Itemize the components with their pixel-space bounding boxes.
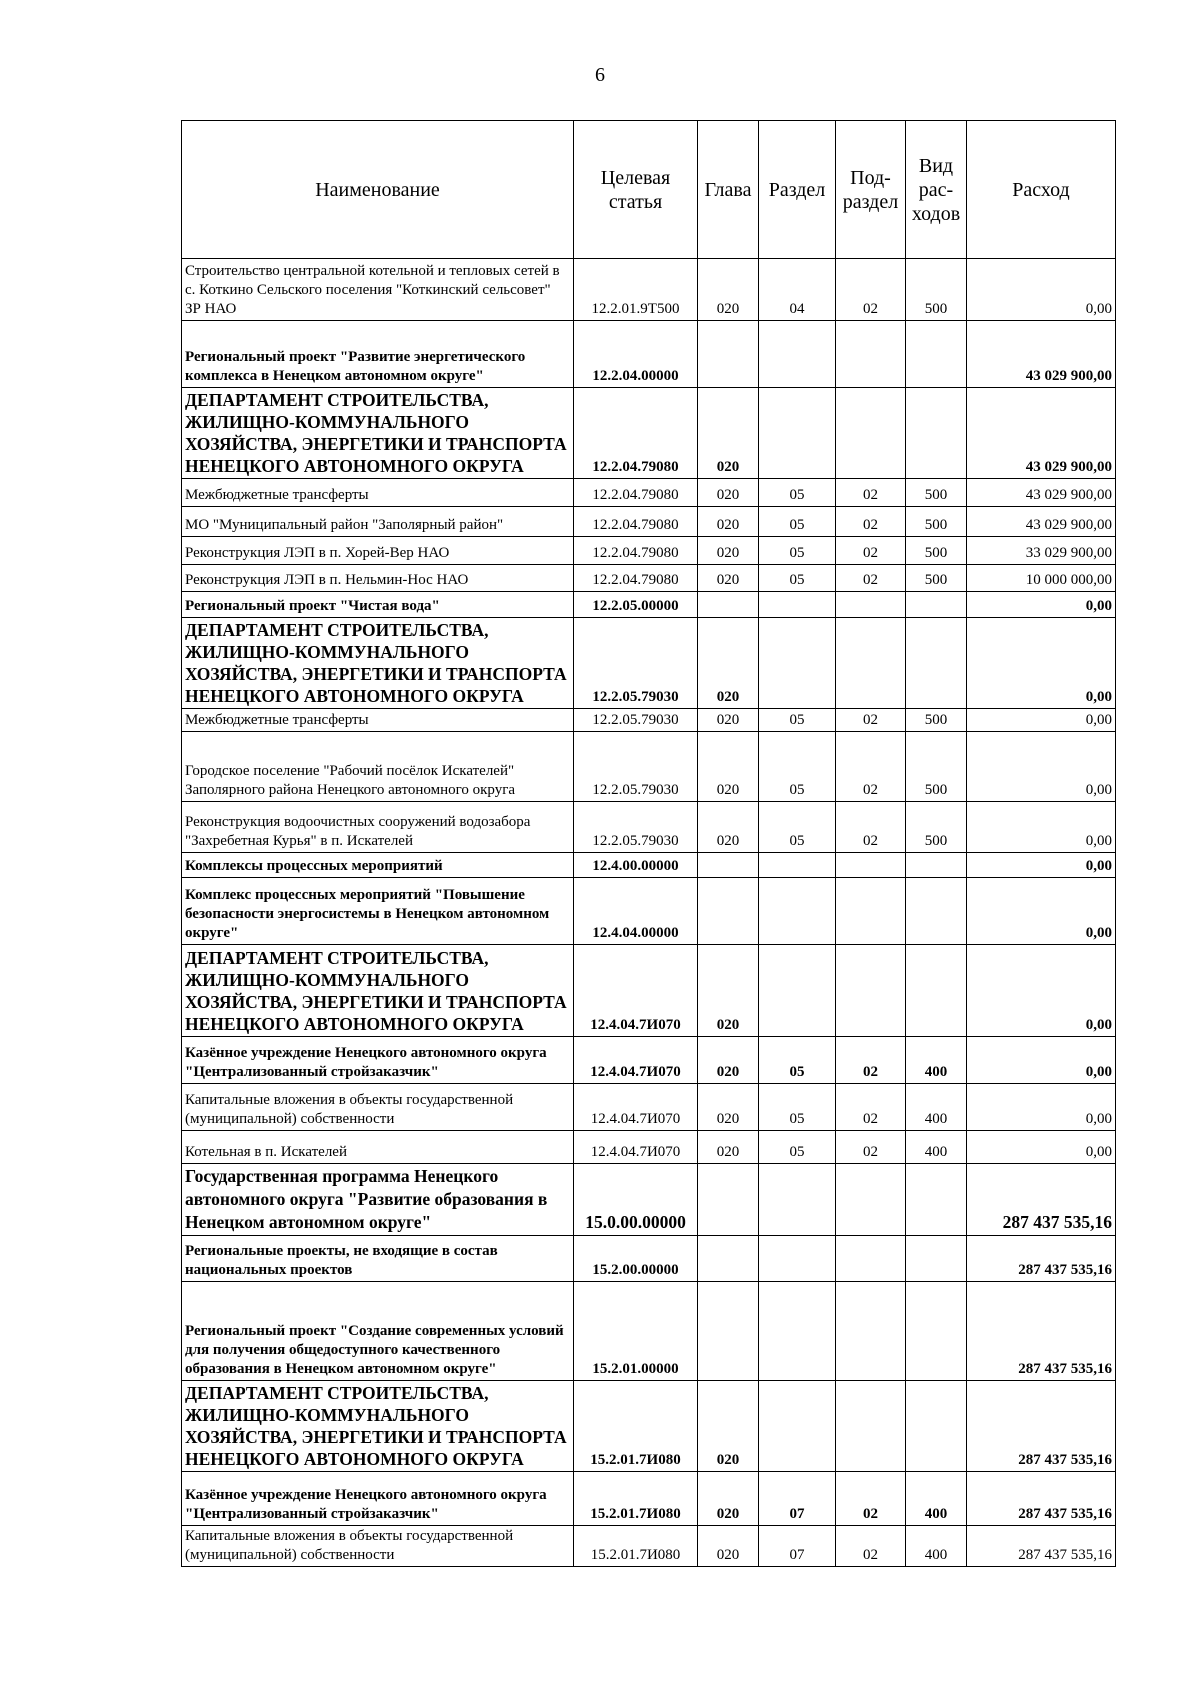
row-target: 12.2.04.79080: [574, 388, 698, 479]
row-name: ДЕПАРТАМЕНТ СТРОИТЕЛЬСТВА, ЖИЛИЩНО-КОММУНАЛЬНОГО ХОЗЯЙСТВА, ЭНЕРГЕТИКИ И ТРАНСПОРТА НЕНЕЦКОГО АВТОНОМНОГО ОКРУГА: [182, 1381, 574, 1472]
row-chapter: 020: [698, 479, 759, 507]
table-row: [182, 1084, 1116, 1131]
row-chapter: 020: [698, 802, 759, 853]
row-expense-type: 500: [906, 565, 967, 592]
table-row: [182, 388, 1116, 479]
row-amount: 0,00: [967, 802, 1116, 853]
row-name: Городское поселение "Рабочий посёлок Искателей" Заполярного района Ненецкого автономного округа: [182, 732, 574, 802]
page-number: 6: [595, 64, 605, 86]
row-amount: 0,00: [967, 878, 1116, 945]
row-chapter: 020: [698, 732, 759, 802]
row-section: [759, 1381, 836, 1472]
row-subsection: 02: [836, 1472, 906, 1526]
row-expense-type: 400: [906, 1037, 967, 1084]
row-name: Региональный проект "Развитие энергетического комплекса в Ненецком автономном округе": [182, 321, 574, 388]
row-section: [759, 321, 836, 388]
row-name: Комплекс процессных мероприятий "Повышение безопасности энергосистемы в Ненецком автономном округе": [182, 878, 574, 945]
table-row: [182, 732, 1116, 802]
row-expense-type: 400: [906, 1526, 967, 1567]
row-section: 07: [759, 1526, 836, 1567]
row-chapter: 020: [698, 1381, 759, 1472]
table-row: [182, 1526, 1116, 1567]
table-row: [182, 1164, 1116, 1236]
row-name: Казённое учреждение Ненецкого автономного округа "Централизованный стройзаказчик": [182, 1472, 574, 1526]
header-target: Целевая статья: [574, 121, 698, 259]
table-row: [182, 945, 1116, 1037]
table-row: [182, 618, 1116, 709]
row-subsection: 02: [836, 1037, 906, 1084]
row-subsection: 02: [836, 709, 906, 732]
row-amount: 287 437 535,16: [967, 1472, 1116, 1526]
row-target: 12.2.05.79030: [574, 802, 698, 853]
row-subsection: [836, 321, 906, 388]
row-section: 05: [759, 732, 836, 802]
row-section: 05: [759, 1084, 836, 1131]
row-amount: 43 029 900,00: [967, 479, 1116, 507]
row-target: 12.2.05.79030: [574, 709, 698, 732]
row-expense-type: [906, 618, 967, 709]
row-expense-type: [906, 592, 967, 618]
row-amount: 287 437 535,16: [967, 1381, 1116, 1472]
row-chapter: 020: [698, 259, 759, 321]
row-target: 12.2.05.79030: [574, 732, 698, 802]
row-expense-type: [906, 945, 967, 1037]
table-header-row: [182, 121, 1116, 259]
row-section: 05: [759, 1131, 836, 1164]
row-chapter: [698, 321, 759, 388]
table-row: [182, 1037, 1116, 1084]
row-target: 15.2.00.00000: [574, 1236, 698, 1282]
row-target: 12.4.04.7И070: [574, 1084, 698, 1131]
header-expense-type: Вид рас-ходов: [906, 121, 967, 259]
row-subsection: 02: [836, 479, 906, 507]
row-chapter: 020: [698, 1526, 759, 1567]
row-target: 15.0.00.00000: [574, 1164, 698, 1236]
row-expense-type: 400: [906, 1131, 967, 1164]
row-chapter: [698, 592, 759, 618]
row-subsection: [836, 618, 906, 709]
row-target: 12.2.01.9Т500: [574, 259, 698, 321]
row-amount: 43 029 900,00: [967, 507, 1116, 537]
row-target: 12.2.05.00000: [574, 592, 698, 618]
table-row: [182, 853, 1116, 878]
row-expense-type: 500: [906, 709, 967, 732]
table-row: [182, 802, 1116, 853]
row-expense-type: [906, 321, 967, 388]
table-row: [182, 321, 1116, 388]
row-subsection: 02: [836, 1526, 906, 1567]
row-expense-type: 400: [906, 1084, 967, 1131]
row-subsection: 02: [836, 259, 906, 321]
header-amount: Расход: [967, 121, 1116, 259]
row-expense-type: [906, 388, 967, 479]
row-subsection: [836, 878, 906, 945]
row-name: Строительство центральной котельной и тепловых сетей в с. Коткино Сельского поселения "Коткинский сельсовет" ЗР НАО: [182, 259, 574, 321]
table-row: [182, 1472, 1116, 1526]
row-target: 12.4.04.00000: [574, 878, 698, 945]
row-section: [759, 592, 836, 618]
row-amount: 0,00: [967, 853, 1116, 878]
row-section: 07: [759, 1472, 836, 1526]
row-amount: 287 437 535,16: [967, 1526, 1116, 1567]
row-expense-type: 500: [906, 259, 967, 321]
row-chapter: 020: [698, 537, 759, 565]
row-chapter: 020: [698, 945, 759, 1037]
row-name: Капитальные вложения в объекты государственной (муниципальной) собственности: [182, 1526, 574, 1567]
row-section: 05: [759, 479, 836, 507]
row-target: 12.2.04.79080: [574, 565, 698, 592]
row-name: ДЕПАРТАМЕНТ СТРОИТЕЛЬСТВА, ЖИЛИЩНО-КОММУНАЛЬНОГО ХОЗЯЙСТВА, ЭНЕРГЕТИКИ И ТРАНСПОРТА НЕНЕЦКОГО АВТОНОМНОГО ОКРУГА: [182, 945, 574, 1037]
row-subsection: [836, 945, 906, 1037]
table-row: [182, 565, 1116, 592]
row-name: Казённое учреждение Ненецкого автономного округа "Централизованный стройзаказчик": [182, 1037, 574, 1084]
row-chapter: [698, 1164, 759, 1236]
row-name: Комплексы процессных мероприятий: [182, 853, 574, 878]
header-subsection: Под-раздел: [836, 121, 906, 259]
row-chapter: 020: [698, 709, 759, 732]
table-row: [182, 1282, 1116, 1381]
table-row: [182, 878, 1116, 945]
table-row: [182, 592, 1116, 618]
table-row: [182, 507, 1116, 537]
row-chapter: [698, 878, 759, 945]
row-subsection: 02: [836, 537, 906, 565]
row-section: [759, 1282, 836, 1381]
row-amount: 0,00: [967, 709, 1116, 732]
row-section: [759, 388, 836, 479]
row-amount: 43 029 900,00: [967, 388, 1116, 479]
row-name: Государственная программа Ненецкого автономного округа "Развитие образования в Ненецком автономном округе": [182, 1164, 574, 1236]
row-name: ДЕПАРТАМЕНТ СТРОИТЕЛЬСТВА, ЖИЛИЩНО-КОММУНАЛЬНОГО ХОЗЯЙСТВА, ЭНЕРГЕТИКИ И ТРАНСПОРТА НЕНЕЦКОГО АВТОНОМНОГО ОКРУГА: [182, 388, 574, 479]
row-expense-type: [906, 1164, 967, 1236]
row-target: 15.2.01.7И080: [574, 1472, 698, 1526]
row-chapter: [698, 1236, 759, 1282]
row-section: [759, 1236, 836, 1282]
row-expense-type: 500: [906, 507, 967, 537]
row-expense-type: 500: [906, 537, 967, 565]
row-chapter: 020: [698, 1084, 759, 1131]
row-target: 15.2.01.7И080: [574, 1526, 698, 1567]
row-section: 05: [759, 1037, 836, 1084]
row-amount: 0,00: [967, 1037, 1116, 1084]
row-section: [759, 945, 836, 1037]
table-row: [182, 479, 1116, 507]
row-target: 12.4.00.00000: [574, 853, 698, 878]
row-section: [759, 1164, 836, 1236]
row-section: 05: [759, 507, 836, 537]
row-amount: 287 437 535,16: [967, 1282, 1116, 1381]
row-expense-type: [906, 1381, 967, 1472]
row-subsection: 02: [836, 507, 906, 537]
row-section: 05: [759, 537, 836, 565]
row-name: Реконструкция водоочистных сооружений водозабора "Захребетная Курья" в п. Искателей: [182, 802, 574, 853]
table-row: [182, 1236, 1116, 1282]
table-body: [182, 259, 1116, 1567]
row-expense-type: [906, 853, 967, 878]
row-section: [759, 618, 836, 709]
row-name: ДЕПАРТАМЕНТ СТРОИТЕЛЬСТВА, ЖИЛИЩНО-КОММУНАЛЬНОГО ХОЗЯЙСТВА, ЭНЕРГЕТИКИ И ТРАНСПОРТА НЕНЕЦКОГО АВТОНОМНОГО ОКРУГА: [182, 618, 574, 709]
row-subsection: [836, 388, 906, 479]
row-subsection: [836, 1282, 906, 1381]
row-subsection: [836, 1381, 906, 1472]
row-section: 05: [759, 802, 836, 853]
row-amount: 0,00: [967, 259, 1116, 321]
row-expense-type: 400: [906, 1472, 967, 1526]
row-amount: 0,00: [967, 1084, 1116, 1131]
row-expense-type: [906, 1282, 967, 1381]
row-amount: 0,00: [967, 1131, 1116, 1164]
row-chapter: 020: [698, 1131, 759, 1164]
row-subsection: 02: [836, 1084, 906, 1131]
row-section: [759, 878, 836, 945]
row-name: Региональный проект "Создание современных условий для получения общедоступного качественного образования в Ненецком автономном округе": [182, 1282, 574, 1381]
row-section: 05: [759, 709, 836, 732]
header-name: Наименование: [182, 121, 574, 259]
row-name: Региональные проекты, не входящие в состав национальных проектов: [182, 1236, 574, 1282]
row-amount: 287 437 535,16: [967, 1236, 1116, 1282]
table-row: [182, 1131, 1116, 1164]
row-chapter: 020: [698, 1037, 759, 1084]
row-expense-type: [906, 1236, 967, 1282]
row-subsection: 02: [836, 1131, 906, 1164]
row-subsection: 02: [836, 565, 906, 592]
row-chapter: 020: [698, 565, 759, 592]
row-amount: 10 000 000,00: [967, 565, 1116, 592]
row-subsection: [836, 592, 906, 618]
row-amount: 0,00: [967, 945, 1116, 1037]
row-section: 04: [759, 259, 836, 321]
budget-table: [181, 120, 1116, 1567]
row-subsection: [836, 853, 906, 878]
row-amount: 43 029 900,00: [967, 321, 1116, 388]
row-chapter: 020: [698, 388, 759, 479]
row-target: 12.2.04.79080: [574, 479, 698, 507]
row-chapter: [698, 853, 759, 878]
row-name: Межбюджетные трансферты: [182, 479, 574, 507]
row-expense-type: 500: [906, 802, 967, 853]
row-subsection: [836, 1164, 906, 1236]
row-amount: 0,00: [967, 618, 1116, 709]
row-chapter: 020: [698, 507, 759, 537]
row-amount: 0,00: [967, 732, 1116, 802]
row-name: МО "Муниципальный район "Заполярный район": [182, 507, 574, 537]
row-target: 15.2.01.00000: [574, 1282, 698, 1381]
row-amount: 33 029 900,00: [967, 537, 1116, 565]
row-target: 12.2.04.79080: [574, 507, 698, 537]
row-expense-type: 500: [906, 479, 967, 507]
row-target: 12.2.04.00000: [574, 321, 698, 388]
row-expense-type: [906, 878, 967, 945]
row-section: [759, 853, 836, 878]
row-name: Реконструкция ЛЭП в п. Хорей-Вер НАО: [182, 537, 574, 565]
row-subsection: [836, 1236, 906, 1282]
table-row: [182, 259, 1116, 321]
row-target: 15.2.01.7И080: [574, 1381, 698, 1472]
row-expense-type: 500: [906, 732, 967, 802]
row-target: 12.4.04.7И070: [574, 945, 698, 1037]
row-subsection: 02: [836, 732, 906, 802]
row-name: Межбюджетные трансферты: [182, 709, 574, 732]
row-section: 05: [759, 565, 836, 592]
table-row: [182, 709, 1116, 732]
row-target: 12.2.05.79030: [574, 618, 698, 709]
header-chapter: Глава: [698, 121, 759, 259]
table-row: [182, 537, 1116, 565]
row-chapter: 020: [698, 1472, 759, 1526]
row-name: Региональный проект "Чистая вода": [182, 592, 574, 618]
row-target: 12.4.04.7И070: [574, 1037, 698, 1084]
row-subsection: 02: [836, 802, 906, 853]
row-name: Реконструкция ЛЭП в п. Нельмин-Нос НАО: [182, 565, 574, 592]
table-row: [182, 1381, 1116, 1472]
row-chapter: 020: [698, 618, 759, 709]
row-target: 12.4.04.7И070: [574, 1131, 698, 1164]
row-name: Котельная в п. Искателей: [182, 1131, 574, 1164]
row-amount: 287 437 535,16: [967, 1164, 1116, 1236]
row-target: 12.2.04.79080: [574, 537, 698, 565]
row-name: Капитальные вложения в объекты государственной (муниципальной) собственности: [182, 1084, 574, 1131]
row-chapter: [698, 1282, 759, 1381]
row-amount: 0,00: [967, 592, 1116, 618]
header-section: Раздел: [759, 121, 836, 259]
